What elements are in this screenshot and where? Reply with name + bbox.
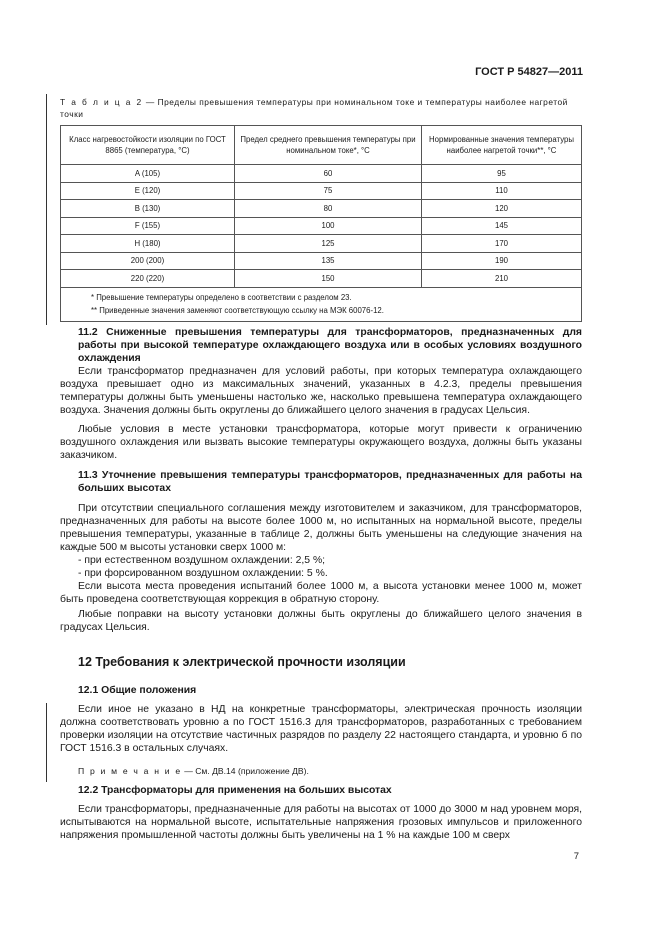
table-header-row (61, 126, 582, 165)
paragraph: Любые условия в месте установки трансформатора, которые могут привести к ограничению воздушного охлаждения или вызвать высокие температуры окружающего воздуха, должны быть указаны заказчиком. (60, 424, 582, 461)
table-cell: 220 (220) (61, 270, 235, 288)
paragraph: При отсутствии специального соглашения между изготовителем и заказчиком, для трансформаторов, предназначенных для работы на высоте более 1000 м, но испытанных на нормальной высоте, пределы превышения температуры, указанные в таблице 2, должны быть уменьшены на следующие значения на каждые 500 м высоты установки сверх 1000 м: (60, 503, 582, 553)
table-header-cell: Нормированные значения температуры наиболее нагретой точки**, °С (422, 126, 582, 165)
table-cell: 60 (235, 165, 422, 183)
table-caption (60, 96, 580, 120)
table-row (61, 182, 582, 200)
table-cell: 75 (235, 182, 422, 200)
table-row (61, 217, 582, 235)
table-header-cell: Предел среднего превышения температуры при номинальном токе*, °С (235, 126, 422, 165)
table-cell: 145 (422, 217, 582, 235)
table-cell: 190 (422, 252, 582, 270)
section-heading-12-1: 12.1 Общие положения (78, 685, 197, 696)
paragraph: Если трансформатор предназначен для условий работы, при которых температура охлаждающего воздуха превышает одно из максимальных значений, указанных в 4.2.3, пределы превышения температуры должны быть уменьшены настолько же, насколько превышена температура охлаждающего воздуха. Значения должны быть округлены до ближайшего целого значения в градусах Цельсия. (60, 366, 582, 416)
paragraph: Если трансформаторы, предназначенные для работы на высотах от 1000 до 3000 м над уровнем моря, испытываются на нормальной высоте, испытательные напряжения грозовых импульсов и приложенного напряжения промышленной частоты должны быть увеличены на 1 % на каждые 100 м сверх (60, 804, 582, 841)
table-row (61, 165, 582, 183)
table-cell: 80 (235, 200, 422, 218)
section-heading-12-2: 12.2 Трансформаторы для применения на больших высотах (78, 785, 392, 796)
document-code: ГОСТ Р 54827—2011 (475, 66, 583, 78)
table-cell: 125 (235, 235, 422, 253)
note (78, 766, 309, 776)
section-heading-11-2: 11.2 Сниженные превышения температуры для трансформаторов, предназначенных для работы при высокой температуре охлаждающего воздуха или в особых условиях воздушного охлаждения (78, 327, 582, 364)
table-cell: 100 (235, 217, 422, 235)
table-cell: B (130) (61, 200, 235, 218)
table-cell: 170 (422, 235, 582, 253)
paragraph: Если высота места проведения испытаний более 1000 м, а высота установки менее 1000 м, может быть проведена соответствующая коррекция в обратную сторону. (60, 581, 582, 605)
table-cell: 200 (200) (61, 252, 235, 270)
table-caption-label: Т а б л и ц а 2 (60, 97, 144, 107)
paragraph: Если иное не указано в НД на конкретные трансформаторы, электрическая прочность изоляции должна соответствовать уровню а по ГОСТ 1516.3 для трансформаторов, разработанных с требованием проверки изоляции на отсутствие частичных разрядов по разделу 22 настоящего стандарта, и уровню б по ГОСТ 1516.3 в остальных случаях. (60, 704, 582, 754)
table-cell: 210 (422, 270, 582, 288)
note-label: П р и м е ч а н и е (78, 766, 182, 776)
page-number: 7 (573, 851, 579, 862)
table-row (61, 270, 582, 288)
note-text: — См. ДВ.14 (приложение ДВ). (181, 766, 309, 776)
table-cell: F (155) (61, 217, 235, 235)
section-heading-12: 12 Требования к электрической прочности изоляции (78, 655, 406, 669)
table-caption-text: — Пределы превышения температуры при номинальном токе и температуры наиболее нагретой точки (60, 97, 568, 119)
table-cell: 110 (422, 182, 582, 200)
table-header-cell: Класс нагревостойкости изоляции по ГОСТ 8865 (температура, °С) (61, 126, 235, 165)
list-item: - при форсированном воздушном охлаждении: 5 %. (78, 568, 328, 579)
table-row (61, 252, 582, 270)
table-notes (61, 287, 582, 321)
table-cell: E (120) (61, 182, 235, 200)
section-heading-11-3: 11.3 Уточнение превышения температуры трансформаторов, предназначенных для работы на больших высотах (78, 470, 582, 494)
temperature-limits-table (60, 125, 582, 322)
paragraph: Любые поправки на высоту установки должны быть округлены до ближайшего целого значения в градусах Цельсия. (60, 609, 582, 633)
change-bar (46, 94, 47, 325)
table-cell: H (180) (61, 235, 235, 253)
table-cell: A (105) (61, 165, 235, 183)
list-item: - при естественном воздушном охлаждении: 2,5 %; (78, 555, 326, 566)
change-bar (46, 703, 47, 782)
table-notes-row (61, 287, 582, 321)
table-cell: 150 (235, 270, 422, 288)
table-footnote: ** Приведенные значения заменяют соответствующую ссылку на МЭК 60076-12. (91, 305, 384, 315)
table-row (61, 200, 582, 218)
table-row (61, 235, 582, 253)
table-cell: 135 (235, 252, 422, 270)
table-cell: 120 (422, 200, 582, 218)
table-cell: 95 (422, 165, 582, 183)
table-footnote: * Превышение температуры определено в соответствии с разделом 23. (91, 292, 352, 302)
